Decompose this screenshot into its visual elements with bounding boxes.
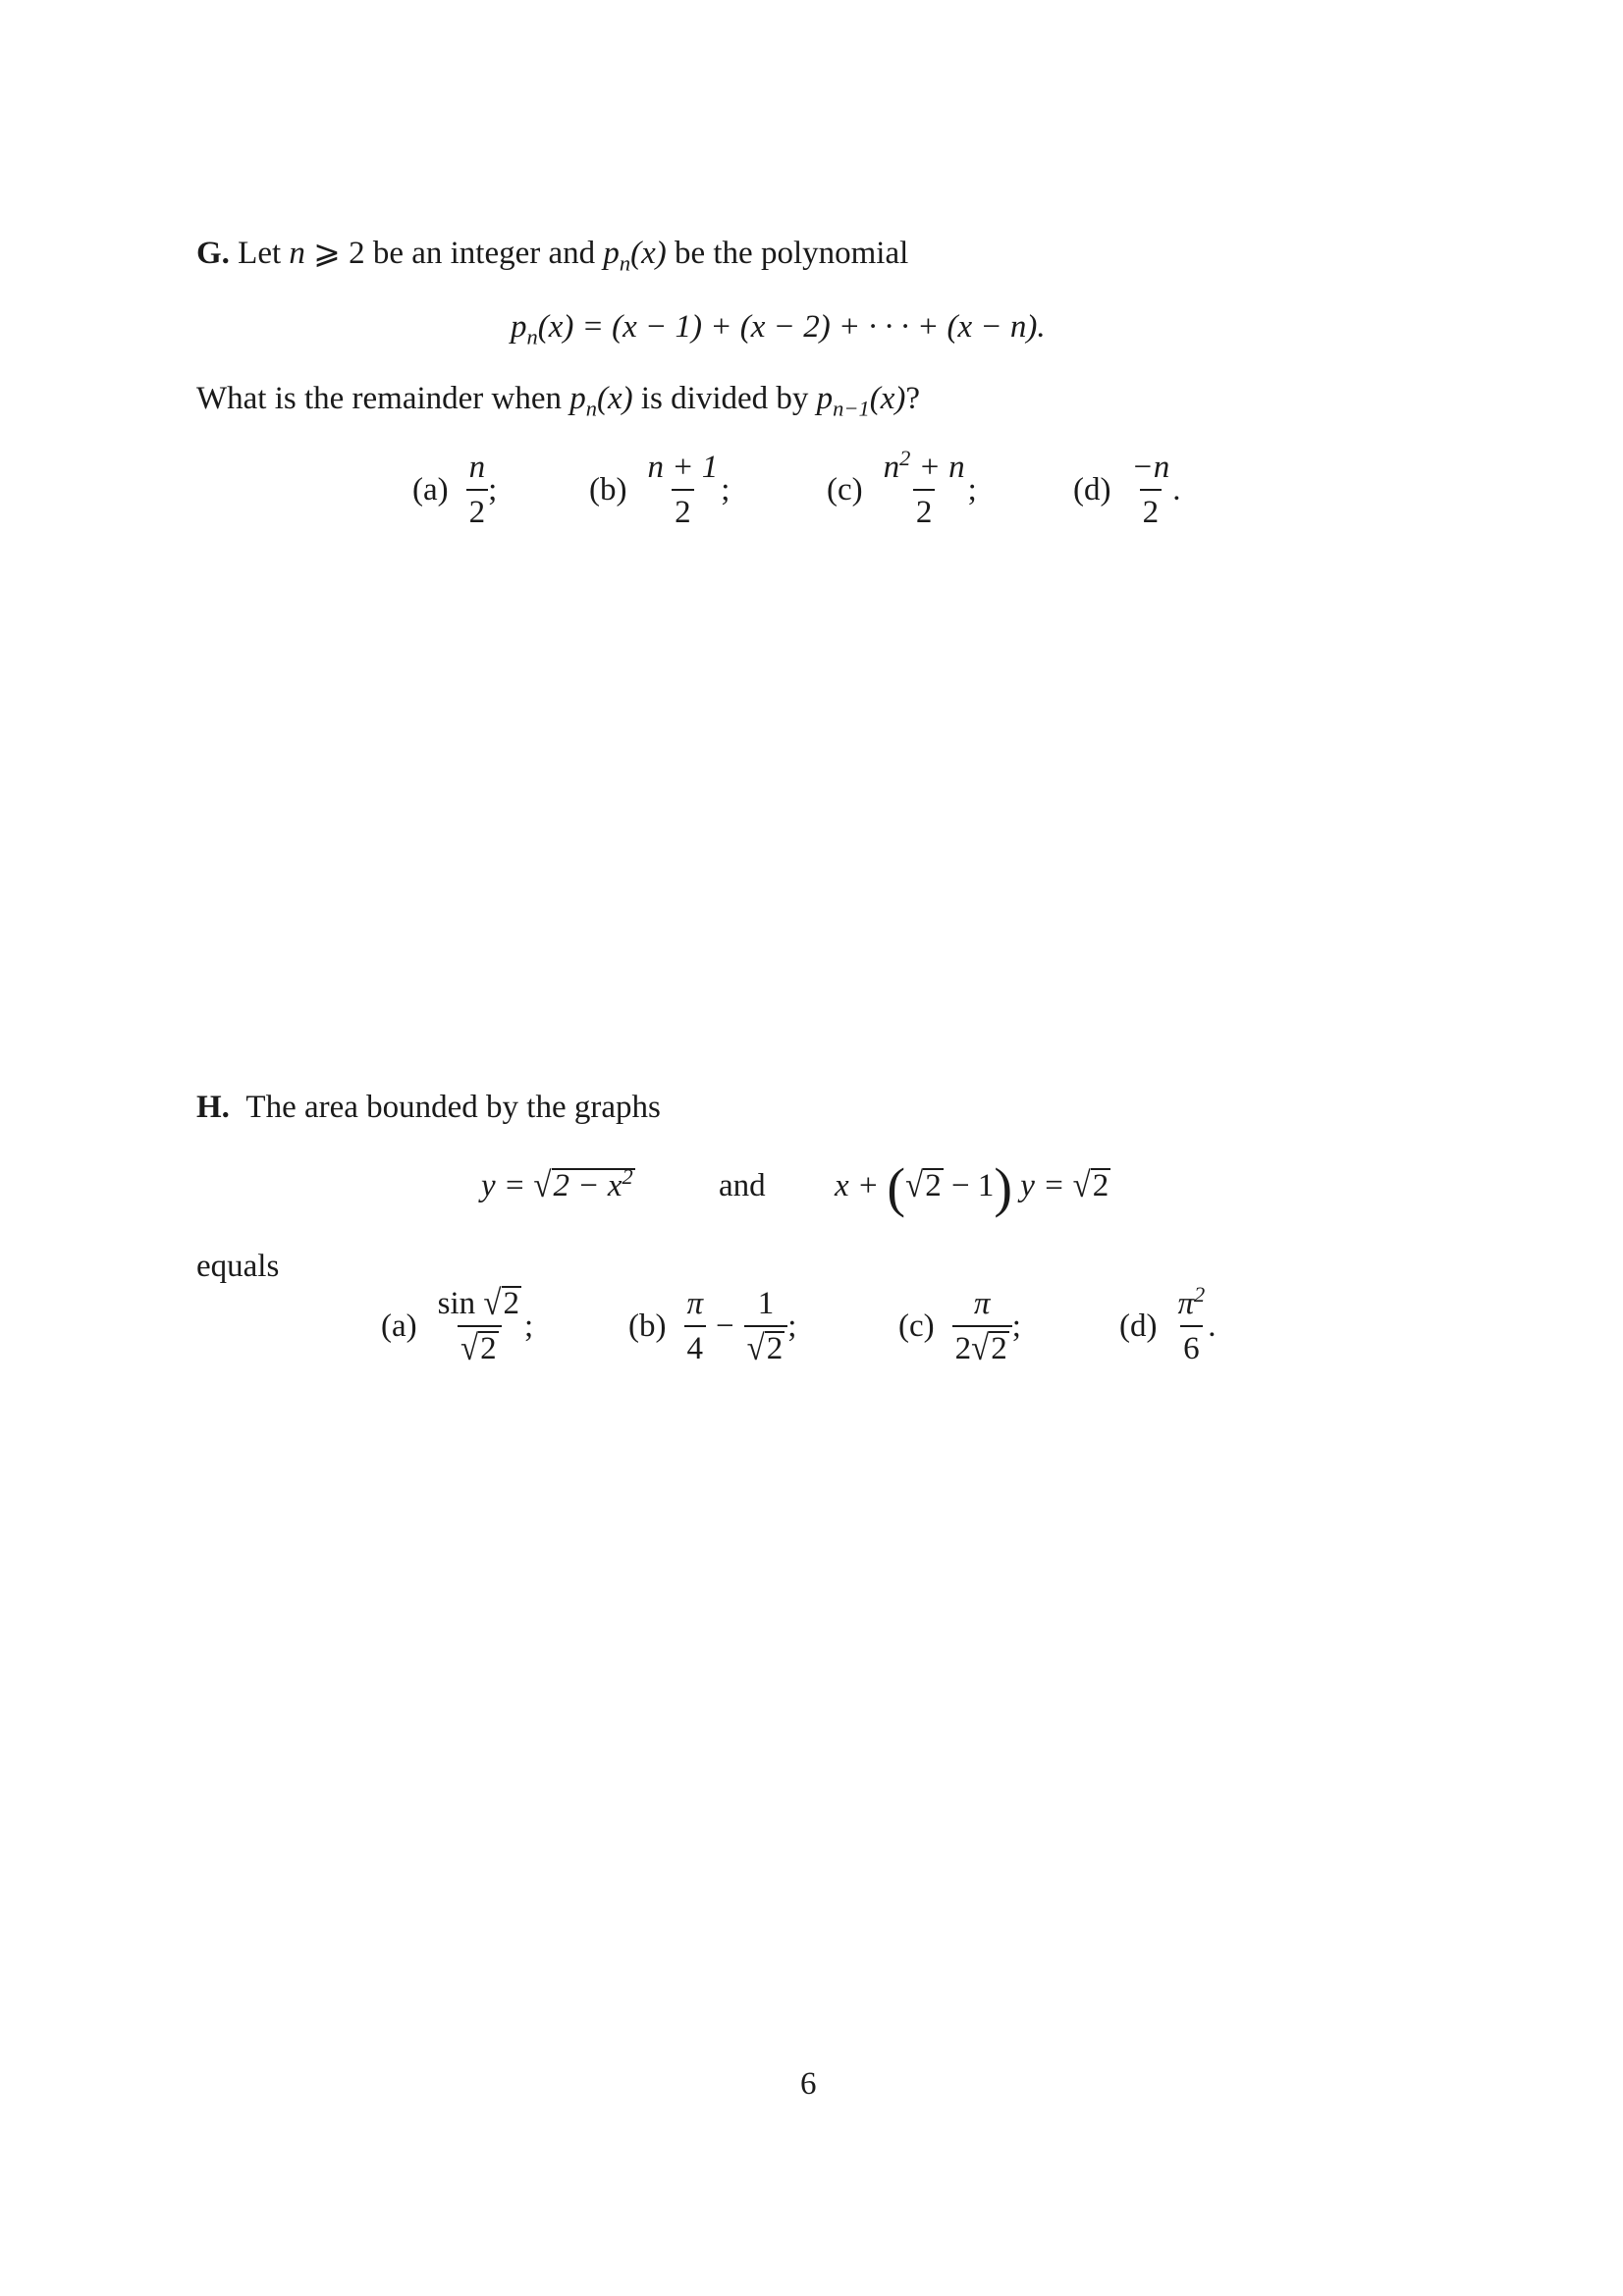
page-number: 6: [800, 2066, 817, 2102]
graph-1: [481, 1166, 635, 1205]
denominator: 2: [672, 489, 694, 530]
radicand: [552, 1164, 635, 1203]
radicand: 2: [1092, 1168, 1109, 1203]
radicand-exponent: 2: [622, 1164, 633, 1189]
fraction: [744, 1286, 788, 1366]
numerator: −n: [1131, 450, 1170, 485]
sqrt-symbol: √: [460, 1329, 479, 1368]
question-poly2-subscript: n−1: [833, 396, 870, 421]
option-label: (b): [589, 471, 627, 507]
radicand: 2: [766, 1331, 784, 1366]
option-label: (a): [381, 1308, 417, 1344]
g-option-a[interactable]: [412, 450, 497, 530]
poly-symbol: p: [603, 236, 620, 271]
minus-sign: −: [716, 1308, 734, 1344]
numerator: 1: [757, 1286, 775, 1321]
numerator: n + 1: [647, 450, 719, 485]
problem-h-statement: [196, 1088, 661, 1127]
question-poly-subscript: n: [585, 396, 597, 421]
question-poly2-arg: (x): [869, 381, 906, 416]
fraction: [644, 450, 721, 530]
numerator-exponent: 2: [899, 446, 911, 470]
problem-g-question: [196, 379, 921, 421]
formula-poly-subscript: n: [526, 324, 538, 349]
formula-poly-symbol: p: [511, 309, 527, 345]
problem-g-intro-3: be the polynomial: [674, 236, 909, 271]
punctuation: ;: [1011, 1308, 1021, 1344]
g-option-d[interactable]: [1073, 450, 1181, 530]
question-mark: ?: [905, 381, 921, 416]
g-option-b[interactable]: [589, 450, 730, 530]
problem-g-formula: [511, 307, 1046, 347]
radicand: 2: [991, 1331, 1007, 1366]
denominator: 6: [1180, 1325, 1203, 1366]
denominator: 2: [1140, 489, 1163, 530]
geq-symbol: ⩾: [313, 236, 341, 271]
g-option-c[interactable]: [827, 446, 977, 530]
question-part-2: is divided by: [640, 381, 809, 416]
denominator: 2: [466, 489, 489, 530]
problem-h-intro: The area bounded by the graphs: [245, 1090, 661, 1125]
problem-h-label: H.: [196, 1090, 230, 1125]
denominator: 2: [913, 489, 936, 530]
graph-2: [835, 1157, 1110, 1219]
fraction: [683, 1286, 706, 1366]
left-paren: (: [887, 1157, 906, 1219]
radicand-body: 2 − x: [553, 1168, 622, 1203]
numerator-base: n: [883, 450, 900, 485]
numerator: π: [686, 1286, 704, 1321]
right-paren: ): [994, 1157, 1012, 1219]
graph1-lhs: y =: [481, 1168, 526, 1203]
h-option-c[interactable]: [898, 1286, 1021, 1366]
fraction: [435, 1286, 524, 1366]
fraction: [881, 446, 968, 530]
problem-g-label: G.: [196, 236, 230, 271]
formula-poly-arg: (x): [537, 309, 574, 345]
punctuation: ;: [787, 1308, 797, 1344]
h-option-a[interactable]: [381, 1286, 533, 1366]
problem-g-intro-1: Let: [238, 236, 282, 271]
graph2-lhs: x +: [835, 1168, 880, 1203]
punctuation: ;: [488, 471, 498, 507]
and-word: and: [719, 1168, 766, 1203]
h-option-d[interactable]: [1119, 1282, 1217, 1366]
fraction: [1174, 1282, 1208, 1366]
formula-body: = (x − 1) + (x − 2) + · · · + (x − n).: [581, 309, 1046, 345]
graph2-minus-one: − 1: [943, 1168, 995, 1203]
sqrt-symbol: √: [971, 1329, 990, 1368]
var-n: n: [289, 236, 305, 271]
denominator: [952, 1325, 1012, 1366]
fraction: [952, 1286, 1012, 1366]
punctuation: .: [1172, 471, 1181, 507]
punctuation: .: [1208, 1308, 1217, 1344]
sqrt-symbol: √: [533, 1166, 552, 1205]
sqrt-symbol: √: [483, 1284, 502, 1323]
graph2-y-eq: y =: [1020, 1168, 1065, 1203]
numerator-exponent: 2: [1194, 1282, 1206, 1307]
sqrt-symbol: √: [746, 1329, 765, 1368]
problem-g-intro-2: 2 be an integer and: [349, 236, 596, 271]
punctuation: ;: [524, 1308, 534, 1344]
problem-g-statement: [196, 234, 909, 276]
sqrt-symbol: √: [1072, 1166, 1091, 1205]
fraction: [466, 450, 489, 530]
sin-text: sin: [437, 1286, 476, 1321]
question-part-1: What is the remainder when: [196, 381, 563, 416]
option-label: (c): [898, 1308, 935, 1344]
denominator: 4: [684, 1325, 707, 1366]
option-label: (d): [1073, 471, 1111, 507]
radicand: 2: [503, 1286, 520, 1321]
denominator-coef: 2: [954, 1331, 972, 1366]
fraction: [1128, 450, 1172, 530]
question-poly2-symbol: p: [816, 381, 834, 416]
option-label: (c): [827, 471, 863, 507]
numerator: n: [468, 450, 486, 485]
denominator: [458, 1325, 502, 1366]
sqrt-symbol: √: [905, 1166, 924, 1205]
equals-word: equals: [196, 1249, 280, 1284]
punctuation: ;: [721, 471, 730, 507]
poly-arg: (x): [630, 236, 667, 271]
numerator: [881, 446, 968, 489]
denominator: [744, 1325, 788, 1366]
option-label: (b): [628, 1308, 667, 1344]
radicand: 2: [925, 1168, 942, 1203]
punctuation: ;: [967, 471, 977, 507]
numerator: π: [973, 1286, 991, 1321]
question-poly-arg: (x): [597, 381, 633, 416]
numerator-base: π: [1177, 1286, 1195, 1321]
option-label: (d): [1119, 1308, 1158, 1344]
option-label: (a): [412, 471, 449, 507]
numerator: [1174, 1282, 1208, 1325]
numerator-rest: + n: [910, 450, 965, 485]
h-option-b[interactable]: [628, 1286, 796, 1366]
question-poly-symbol: p: [569, 381, 586, 416]
numerator: [435, 1286, 524, 1325]
poly-subscript: n: [619, 250, 631, 276]
radicand: 2: [480, 1331, 497, 1366]
